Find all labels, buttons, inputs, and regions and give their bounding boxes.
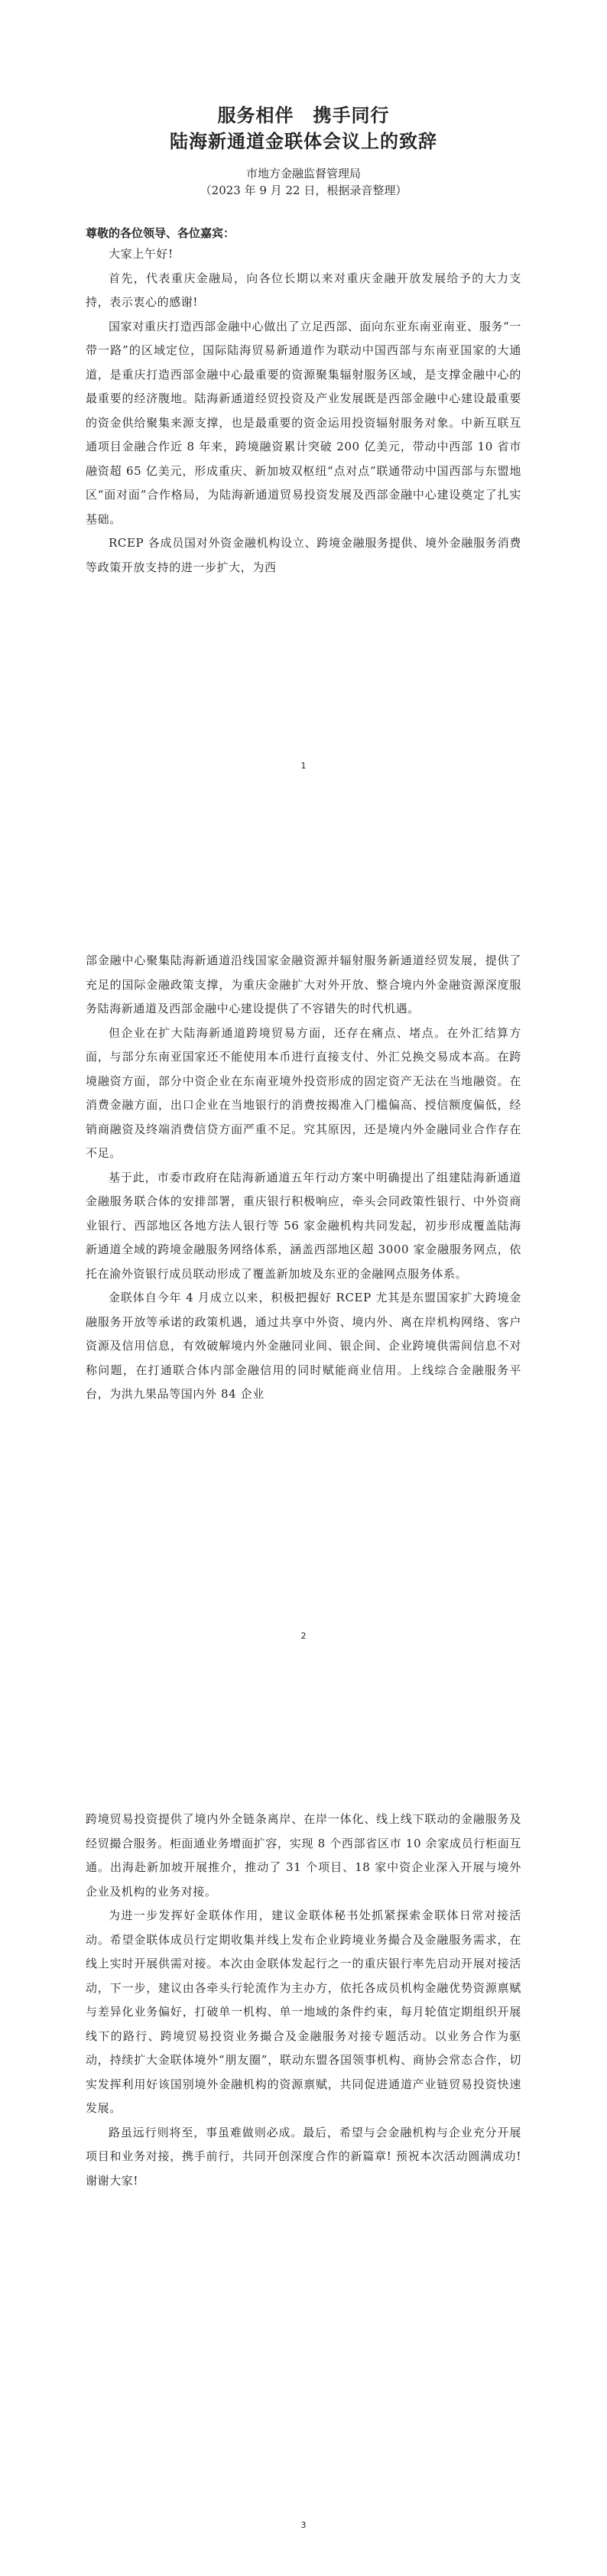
salutation: 尊敬的各位领导、各位嘉宾： xyxy=(86,226,235,240)
paragraph: 部金融中心聚集陆海新通道沿线国家金融资源并辐射服务新通道经贸发展，提供了充足的国际金融政策支撑，为重庆金融扩大对外开放、整合境内外金融资源深度服务陆海新通道及西部金融中心建设提供了不容错失的时代机遇。 xyxy=(86,953,521,1015)
paragraph: 国家对重庆打造西部金融中心做出了立足西部、面向东亚东南亚南亚、服务“一带一路”的区域定位，国际陆海贸易新通道作为联动中国西部与东南亚国家的大通道，是重庆打造西部金融中心最重要的资源聚集辐射服务区域，是支撑金融中心的最重要的经济腹地。陆海新通道经贸投资及产业发展既是西部金融中心建设最重要的资金供给聚集来源支撑，也是最重要的资金运用投资辐射服务对象。中新互联互通项目金融合作近 8 年来，跨境融资累计突破 200 亿美元，带动中西部 10 省市融资超 65 亿美元，形成重庆、新加坡双枢纽“点对点”联通带动中国西部与东盟地区“面对面”合作格局，为陆海新通道贸易投资发展及西部金融中心建设奠定了扎实基础。 xyxy=(86,319,521,526)
paragraph: 首先，代表重庆金融局，向各位长期以来对重庆金融开放发展给予的大力支持，表示衷心的感谢! xyxy=(86,271,521,309)
title-line-1: 服务相伴 携手同行 xyxy=(217,104,390,126)
page-3-content xyxy=(86,1808,521,2193)
page-2 xyxy=(0,859,607,1717)
paragraph: 基于此，市委市政府在陆海新通道五年行动方案中明确提出了组建陆海新通道金融服务联合体的安排部署，重庆银行积极响应，牵头会同政策性银行、中外资商业银行、西部地区各地方法人银行等 56 家金融机构共同发起，初步形成覆盖陆海新通道全域的跨境金融服务网络体系，涵盖西部地区超 3000 家金融服务网点，依托在渝外资银行成员联动形成了覆盖新加坡及东亚的金融网点服务体系。 xyxy=(86,1170,521,1281)
author: 市地方金融监督管理局 xyxy=(245,167,361,180)
paragraph: 大家上午好! xyxy=(109,247,174,261)
paragraph: 为进一步发挥好金联体作用，建议金联体秘书处抓紧探索金联体日常对接活动。希望金联体成员行定期收集并线上发布企业跨境业务撮合及金融服务需求，在线上实时开展供需对接。本次由金联体发起行之一的重庆银行率先启动开展对接活动，下一步，建议由各牵头行轮流作为主办方，依托各成员机构金融优势资源禀赋与差异化业务偏好，打破单一机构、单一地域的条件约束，每月轮值定期组织开展线下的路行、跨境贸易投资业务撮合及金融服务对接专题活动。以业务合作为驱动，持续扩大金联体境外“朋友圈”，联动东盟各国领事机构、商协会常态合作，切实发挥利用好该国别境外金融机构的资源禀赋，共同促进通道产业链贸易投资快速发展。 xyxy=(86,1908,521,2115)
paragraph: RCEP 各成员国对外资金融机构设立、跨境金融服务提供、境外金融服务消费等政策开放支持的进一步扩大，为西 xyxy=(86,536,521,574)
page-number: 3 xyxy=(300,2520,307,2530)
paragraph: 但企业在扩大陆海新通道跨境贸易方面，还存在痛点、堵点。在外汇结算方面，与部分东南亚国家还不能使用本币进行直接支付、外汇兑换交易成本高。在跨境融资方面，部分中资企业在东南亚境外投资形成的固定资产无法在当地融资。在消费金融方面，出口企业在当地银行的消费按揭准入门槛偏高、授信额度偏低，经销商融资及终端消费信贷方面严重不足。究其原因，还是境内外金融同业合作存在不足。 xyxy=(86,1025,521,1160)
page-3 xyxy=(0,1717,607,2576)
title-line-2: 陆海新通道金联体会议上的致辞 xyxy=(170,130,437,152)
page-number: 1 xyxy=(300,761,307,771)
date-note: （2023 年 9 月 22 日，根据录音整理） xyxy=(200,184,407,197)
paragraph: 跨境贸易投资提供了境内外全链条离岸、在岸一体化、线上线下联动的金融服务及经贸撮合服务。柜面通业务增面扩容，实现 8 个西部省区市 10 余家成员行柜面互通。出海赴新加坡开展推介，推动了 31 个项目、18 家中资企业深入开展与境外企业及机构的业务对接。 xyxy=(86,1812,521,1899)
page-1-content xyxy=(86,102,521,580)
page-number: 2 xyxy=(300,1631,307,1641)
paragraph: 路虽远行则将至，事虽难做则必成。最后，希望与会金融机构与企业充分开展项目和业务对接，携手前行，共同开创深度合作的新篇章! 预祝本次活动圆满成功! 谢谢大家! xyxy=(86,2125,521,2188)
page-2-content xyxy=(86,949,521,1407)
paragraph: 金联体自今年 4 月成立以来，积极把握好 RCEP 尤其是东盟国家扩大跨境金融服务开放等承诺的政策机遇，通过共享中外资、境内外、离在岸机构网络、客户资源及信用信息，有效破解境内外金融同业间、银企间、企业跨境供需间信息不对称问题，在打通联合体内部金融信用的同时赋能商业信用。上线综合金融服务平台，为洪九果品等国内外 84 企业 xyxy=(86,1291,521,1401)
page-1 xyxy=(0,0,607,859)
